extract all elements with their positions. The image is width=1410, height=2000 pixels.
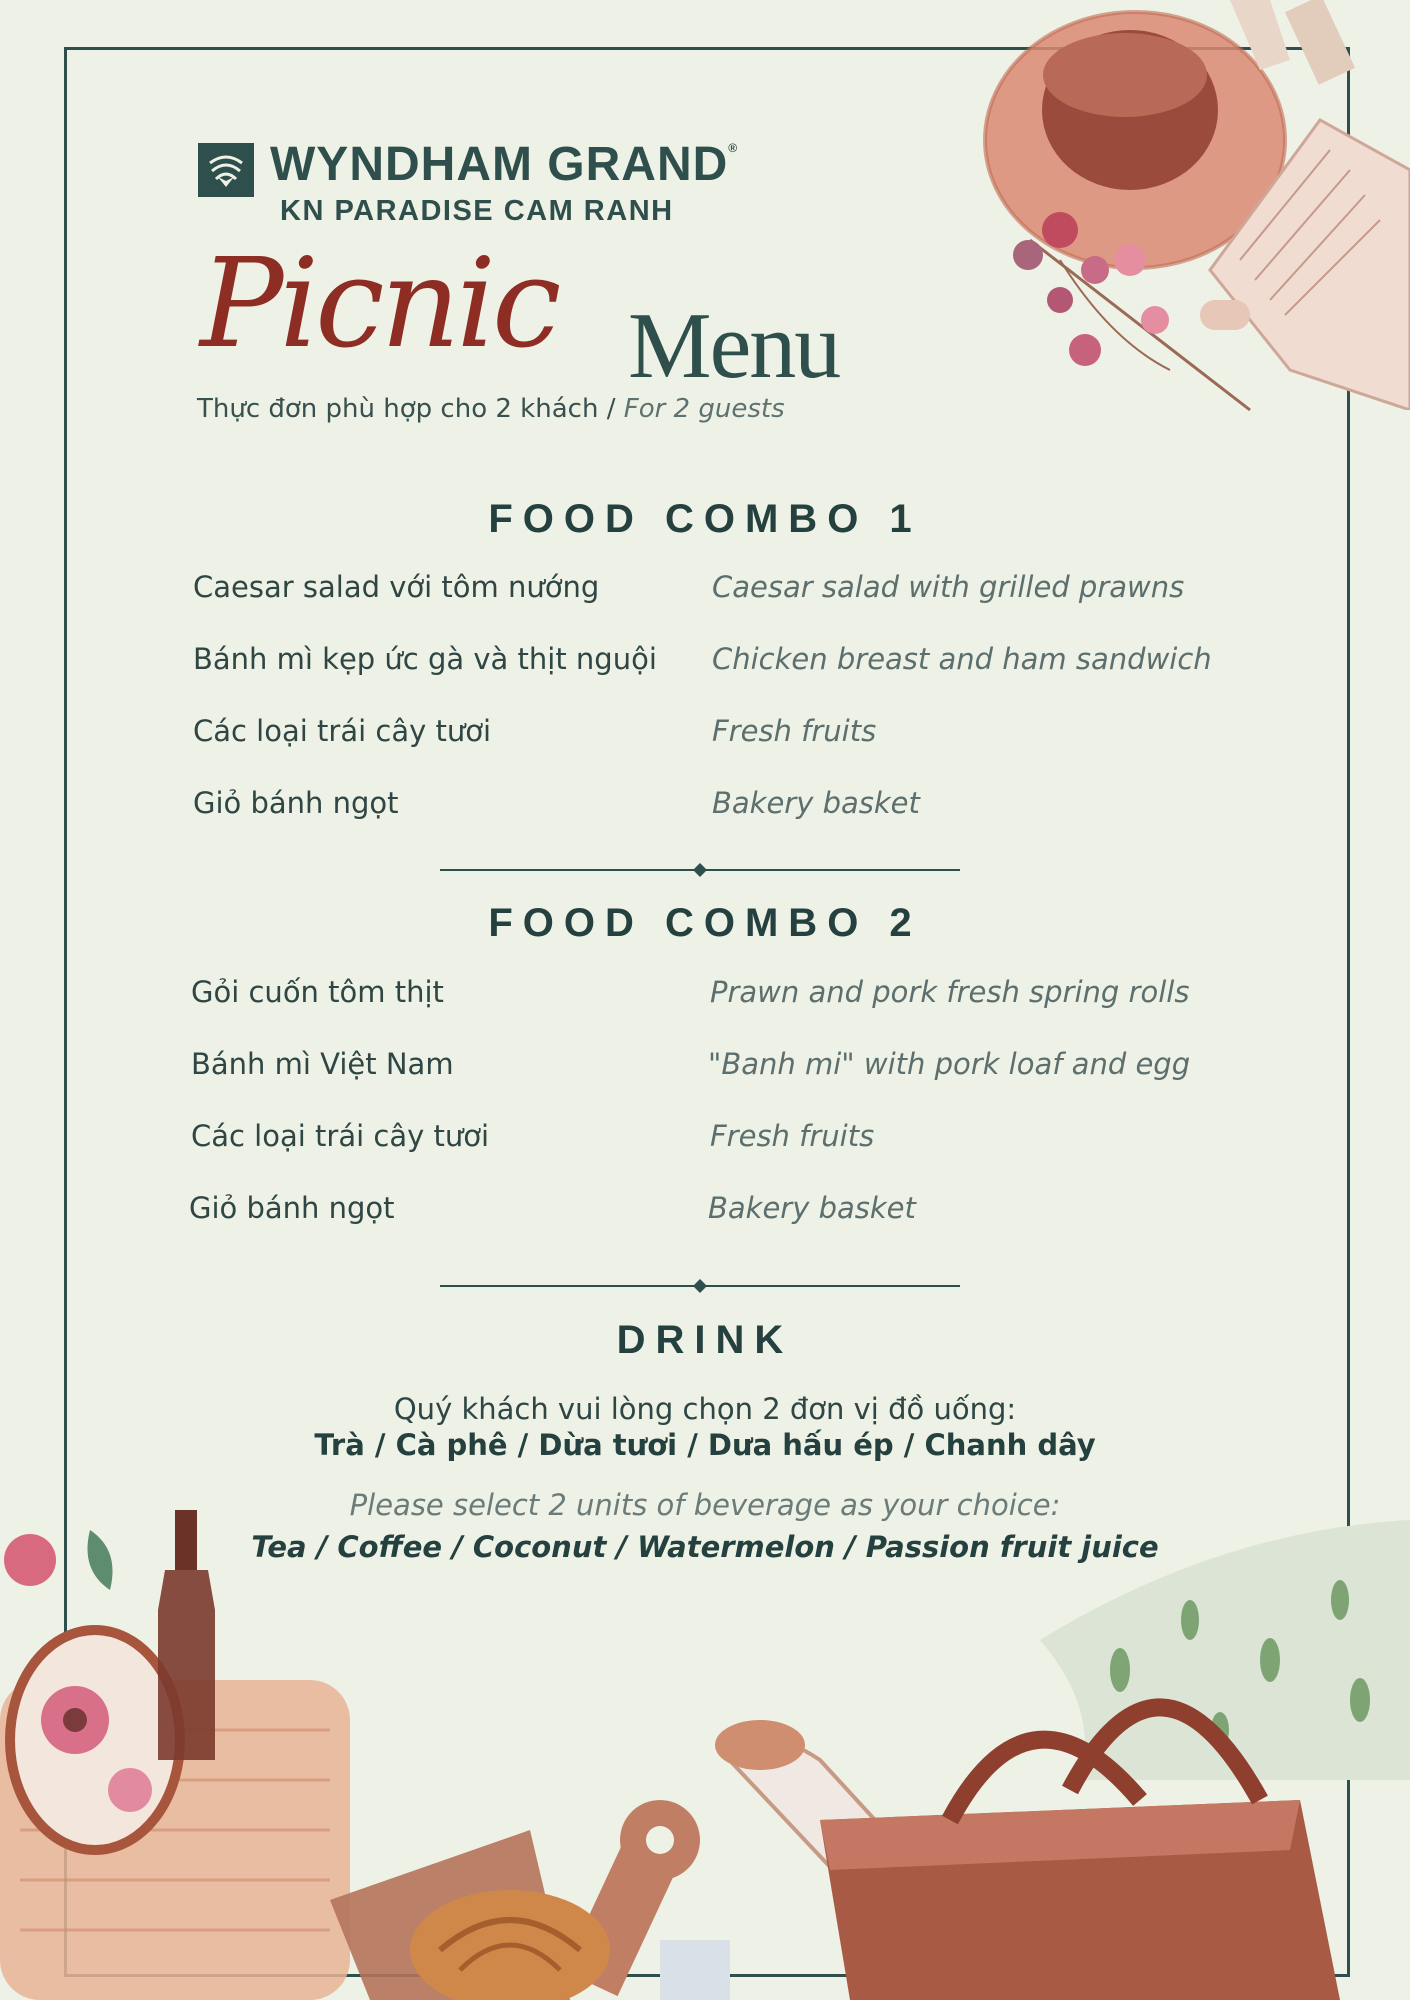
combo-2-item-4-vi: Giỏ bánh ngọt [189, 1191, 395, 1225]
combo-1-item-2-en: Chicken breast and ham sandwich [712, 642, 1212, 676]
brand-name [270, 137, 738, 192]
title-menu: Menu [628, 294, 840, 398]
registered-mark: ® [728, 141, 739, 155]
title-script: Picnic [200, 232, 558, 376]
combo-2-item-3-vi: Các loại trái cây tươi [191, 1119, 490, 1153]
drink-options-vi: Trà / Cà phê / Dừa tươi / Dưa hấu ép / Chanh dây [314, 1428, 1096, 1462]
combo-2-item-3-en: Fresh fruits [710, 1119, 875, 1153]
combo-2-item-2-en: "Banh mi" with pork loaf and egg [708, 1047, 1191, 1081]
drink-instruction-en: Please select 2 units of beverage as your choice: [349, 1488, 1061, 1522]
flower-sprig-illustration [1000, 200, 1260, 420]
subtitle-en: For 2 guests [623, 394, 785, 424]
section-divider [440, 1278, 960, 1294]
combo-2-item-1-en: Prawn and pork fresh spring rolls [710, 975, 1190, 1009]
picnic-basket-illustration [700, 1680, 1410, 2000]
drink-instruction-vi: Quý khách vui lòng chọn 2 đơn vị đồ uống: [393, 1392, 1017, 1426]
subtitle-separator: / [598, 394, 624, 424]
subtitle [197, 394, 785, 424]
combo-1-item-2-vi: Bánh mì kẹp ức gà và thịt nguội [193, 642, 657, 676]
drink-title: DRINK [616, 1318, 794, 1362]
section-divider [440, 862, 960, 878]
combo-1-item-1-vi: Caesar salad với tôm nướng [193, 570, 600, 604]
wyndham-logo-icon [198, 143, 254, 197]
combo-1-item-3-vi: Các loại trái cây tươi [193, 714, 492, 748]
drink-options-en: Tea / Coffee / Coconut / Watermelon / Passion fruit juice [251, 1530, 1159, 1564]
combo-2-title: FOOD COMBO 2 [488, 901, 922, 945]
croissant-illustration [400, 1860, 620, 2000]
combo-1-item-3-en: Fresh fruits [712, 714, 877, 748]
combo-2-item-1-vi: Gỏi cuốn tôm thịt [191, 975, 444, 1009]
brand-name-text: WYNDHAM GRAND [270, 138, 729, 191]
combo-2-item-4-en: Bakery basket [708, 1191, 916, 1225]
combo-1-item-4-en: Bakery basket [712, 786, 920, 820]
combo-1-item-4-vi: Giỏ bánh ngọt [193, 786, 399, 820]
combo-1-item-1-en: Caesar salad with grilled prawns [712, 570, 1185, 604]
subtitle-vi: Thực đơn phù hợp cho 2 khách [197, 394, 599, 424]
combo-1-title: FOOD COMBO 1 [488, 497, 922, 541]
combo-2-item-2-vi: Bánh mì Việt Nam [191, 1047, 454, 1081]
brand-location: KN PARADISE CAM RANH [280, 195, 674, 227]
